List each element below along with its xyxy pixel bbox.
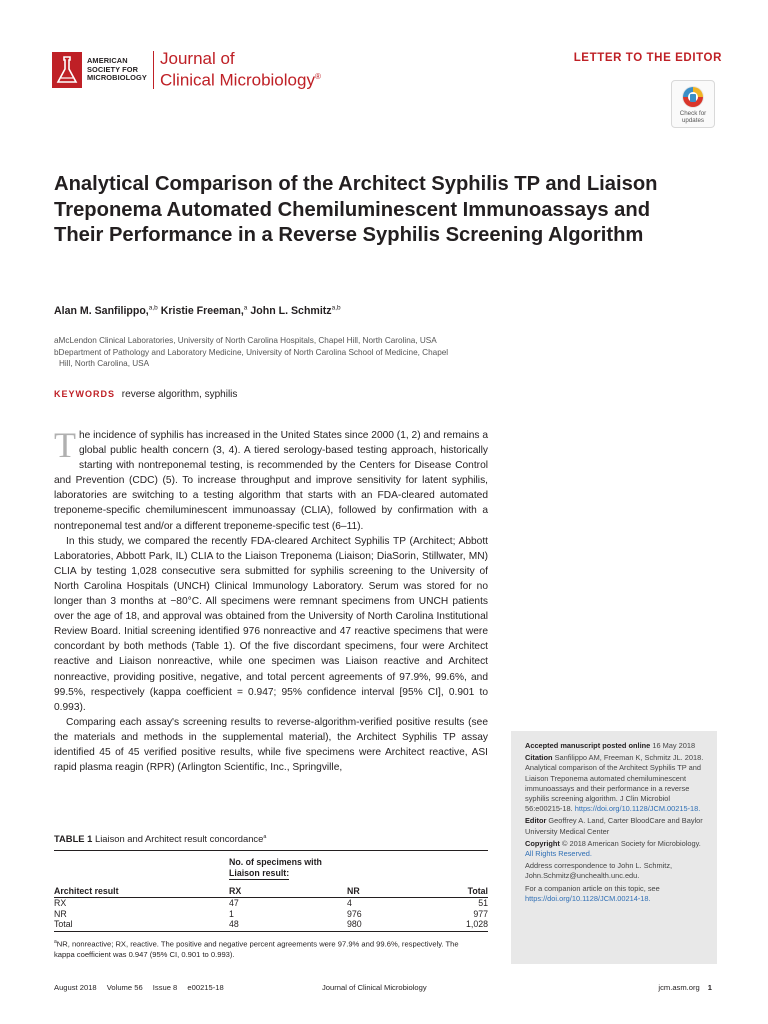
editor-info: [525, 816, 707, 836]
society-line: SOCIETY FOR: [87, 64, 139, 74]
table-cell: 977: [473, 908, 488, 919]
copyright-text: © 2018 American Society for Microbiology.: [561, 838, 701, 848]
table-cell: 47: [229, 898, 239, 908]
table-cell: 51: [478, 898, 488, 908]
table-footnote: [54, 937, 474, 960]
table-header-cell: RX: [229, 880, 347, 898]
author-affil-sup: a,b: [331, 304, 341, 311]
footer-issue: Issue 8: [152, 983, 178, 992]
keywords-value: reverse algorithm, syphilis: [121, 389, 238, 400]
table-cell: RX: [54, 898, 67, 908]
table-group-header: [229, 851, 488, 881]
table-cell: Total: [54, 919, 229, 931]
journal-name-line: Journal of: [160, 49, 235, 68]
citation-text: Sanfilippo AM, Freeman K, Schmitz JL. 2018. Analytical comparison of the Architect Syphilis TP and Liaison Treponema automated chemiluminescent immunoassays and their performance in a reverse syphilis screening algorithm. J Clin Microbiol 56:e00215-18.: [525, 753, 704, 814]
paragraph-text: he incidence of syphilis has increased in the United States since 2000 (1, 2) and remains a global public health concern (3, 4). A tiered serology-based testing approach, historically starting with nontreponemal testing, is recommended by the Centers for Disease Control and Prevention (CDC) (5). To increase throughput and improve sensitivity for latent syphilis, laboratories are switching to a testing algorithm that starts with an FDA-cleared automated treponeme-specific chemiluminescent immunoassay (CLIA), followed by confirmation with a nontreponemal test and/or a different treponeme-specific test (6–11).: [54, 430, 488, 532]
table-cell: 48: [229, 919, 347, 931]
table-row: [54, 898, 488, 909]
keywords-label: KEYWORDS: [54, 389, 116, 399]
drop-cap: T: [54, 425, 76, 465]
page-number: 1: [707, 983, 712, 992]
society-line: AMERICAN: [87, 55, 128, 65]
footer-volume: Volume 56: [106, 983, 143, 992]
body-paragraph: Comparing each assay's screening results to reverse-algorithm-verified positive results (see the materials and methods in the supplemental material), the Architect Syphilis TP assay identified 45 of 45 verified positive results, while five specimens were Architect reactive, ASI rapid plasma reagin (RPR) (Arlington Scientific, Inc., Springville,: [54, 716, 488, 774]
body-paragraph: [54, 425, 488, 534]
rights-link[interactable]: All Rights Reserved.: [525, 849, 592, 859]
article-type-label: LETTER TO THE EDITOR: [573, 52, 722, 64]
correspondence-address: Address correspondence to John L. Schmitz, John.Schmitz@unchealth.unc.edu.: [525, 861, 673, 881]
logo-divider: [153, 51, 154, 89]
footer-journal-name: Journal of Clinical Microbiology: [322, 983, 427, 992]
table-caption: [54, 833, 488, 844]
table-row: [54, 919, 488, 931]
footer-site-link[interactable]: jcm.asm.org: [658, 983, 700, 992]
table-cell: NR: [54, 908, 67, 919]
footer-date: August 2018: [54, 983, 97, 992]
table-cell: 980: [347, 919, 433, 931]
citation-label: Citation: [525, 753, 553, 763]
author-name: Alan M. Sanfilippo,: [54, 304, 149, 317]
author-affil-sup: a: [243, 304, 248, 311]
article-title: Analytical Comparison of the Architect Syphilis TP and Liaison Treponema Automated Chemiluminescent Immunoassays and Their Performance in a Reverse Syphilis Screening Algorithm: [54, 173, 658, 246]
companion-info: [525, 884, 707, 904]
table-cell: 976: [347, 908, 362, 919]
author[interactable]: [250, 305, 340, 317]
affiliation-a: aMcLendon Clinical Laboratories, University of North Carolina Hospitals, Chapel Hill, North Carolina, USA: [54, 336, 437, 345]
affiliations: [54, 335, 484, 370]
accepted-info: [525, 741, 707, 751]
keywords: [54, 389, 237, 400]
table-row: [54, 909, 488, 920]
check-updates-icon: [681, 85, 705, 109]
footnote-text: NR, nonreactive; RX, reactive. The positive and negative percent agreements were 97.9% and 99.6%, respectively. The kappa coefficient was 0.947 (95% CI, 0.901 to 0.993).: [54, 939, 459, 959]
journal-name-line: Clinical Microbiology: [160, 70, 315, 90]
table-cell: 1: [229, 908, 234, 919]
editor-text: Geoffrey A. Land, Carter BloodCare and Baylor University Medical Center: [525, 816, 703, 836]
table-cell: 4: [347, 898, 352, 908]
copyright-label: Copyright: [525, 838, 560, 848]
table-header-cell: Architect result: [54, 880, 229, 898]
table-header-cell: NR: [347, 880, 433, 898]
table-caption-sup: a: [263, 833, 267, 840]
author-affil-sup: a,b: [148, 304, 158, 311]
citation-doi-link[interactable]: https://doi.org/10.1128/JCM.00215-18.: [574, 804, 701, 814]
author-list: [54, 304, 341, 317]
author[interactable]: [161, 305, 248, 317]
table-header-row: [54, 880, 488, 898]
group-header-line: No. of specimens with: [229, 857, 322, 867]
citation-info: [525, 753, 707, 814]
footnote-sup: a: [54, 938, 57, 945]
author-name: Kristie Freeman,: [160, 304, 244, 317]
group-header-line: Liaison result:: [229, 868, 290, 878]
editor-label: Editor: [525, 816, 547, 826]
footer-article-id: e00215-18: [187, 983, 224, 992]
table-1: [54, 833, 488, 960]
society-line: MICROBIOLOGY: [87, 73, 147, 83]
journal-name: [160, 50, 321, 90]
table-cell: 1,028: [433, 919, 488, 931]
footer-site: [658, 983, 712, 992]
journal-header: [52, 50, 722, 98]
table-caption-text: Liaison and Architect result concordance: [94, 833, 264, 844]
check-updates-line: Check for: [679, 110, 707, 117]
asm-flask-logo-icon: [52, 52, 82, 88]
society-name: [87, 57, 149, 83]
author[interactable]: [54, 305, 158, 317]
article-info-sidebar: [511, 731, 717, 964]
journal-logo[interactable]: [52, 50, 321, 90]
companion-text: For a companion article on this topic, see: [525, 883, 660, 893]
check-for-updates-button[interactable]: [671, 80, 715, 128]
table-group-header-row: [54, 851, 488, 881]
table-header-cell: Total: [433, 880, 488, 898]
accepted-label: Accepted manuscript posted online: [525, 741, 651, 750]
concordance-table: [54, 850, 488, 932]
check-updates-text: [672, 110, 714, 124]
affiliation-b-continued: Hill, North Carolina, USA: [59, 359, 150, 368]
table-caption-label: TABLE 1: [54, 833, 93, 844]
article-body: [54, 425, 488, 775]
affiliation-b: bDepartment of Pathology and Laboratory Medicine, University of North Carolina School of Medicine, Chapel: [54, 347, 449, 357]
accepted-date: 16 May 2018: [652, 741, 696, 750]
check-updates-line: updates: [681, 117, 705, 124]
copyright-info: [525, 839, 707, 859]
footer-issue-info: [54, 983, 232, 992]
registered-mark: ®: [314, 72, 321, 81]
body-paragraph: In this study, we compared the recently FDA-cleared Architect Syphilis TP (Architect; Abbott Laboratories, Abbott Park, IL) CLIA to the Liaison Treponema (Liaison; DiaSorin, Stillwater, MN) CLIA by testing 1,028 consecutive sera submitted for syphilis screening to the University of North Carolina Hospitals (UNCH) Clinical Immunology Laboratory. Serum was stored for no longer than 3 months at −80°C. All specimens were remnant specimens from UNCH patients over the age of 18, and approval was obtained from the University of North Carolina Institutional Review Board. Initial screening identified 976 nonreactive and 47 reactive specimens that were concordant by both methods (Table 1). Of the five discordant specimens, four were Architect reactive and Liaison nonreactive, while one specimen was Liaison reactive and Architect nonreactive, providing positive, negative, and total percent agreements of 97.9%, 99.6%, and 99.5%, respectively (kappa coefficient = 0.947; 95% confidence interval [95% CI], 0.901 to 0.993).: [54, 535, 488, 713]
author-name: John L. Schmitz: [250, 304, 332, 317]
companion-doi-link[interactable]: https://doi.org/10.1128/JCM.00214-18.: [525, 893, 651, 903]
